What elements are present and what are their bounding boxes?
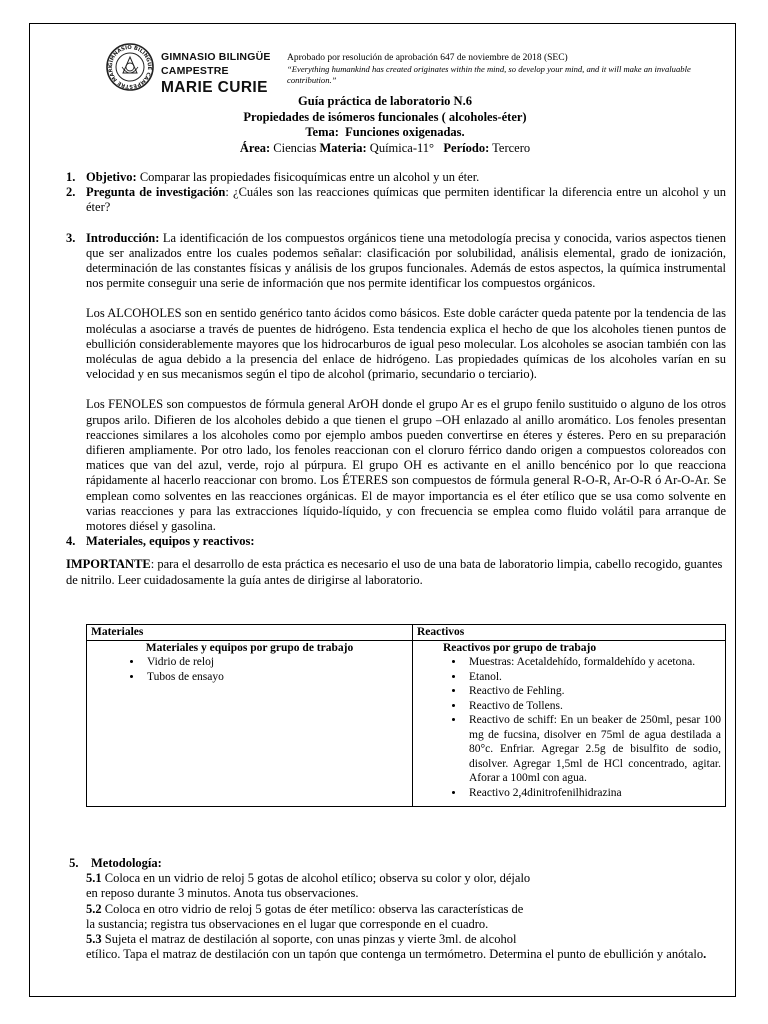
reactivos-subheader: Reactivos por grupo de trabajo: [443, 641, 597, 654]
approval-block: [287, 53, 727, 85]
guide-titles: [100, 94, 670, 156]
area-label: Área:: [239, 140, 271, 155]
step-number: 5.1: [86, 871, 102, 886]
objetivo-text: Comparar las propiedades fisicoquímicas entre un alcohol y un éter.: [139, 170, 480, 184]
materiales-subheader: Materiales y equipos por grupo de trabajo: [145, 641, 354, 654]
paragraph-fenoles-eteres: Los FENOLES son compuestos de fórmula general ArOH donde el grupo Ar es el grupo fenilo sustituido o alguno de los otros grupos arilo. Difieren de los alcoholes debido a que tienen el grupo –OH enlazado al anillo aromático. Los fenoles presentan reacciones similares a los alcoholes como por ejemplo ambos pueden convertirse en éteres y ésteres. Pero en su preparación difieren ampliamente. Por otro lado, los fenoles reaccionan con el cloruro férrico dando origen a compuestos coloreados con matices que van del azul, verde, rojo al púrpura. El grupo OH es activante en el anillo bencénico por lo que reacciona rápidamente al hacerlo reaccionar con bromo. Los ÉTERES son compuestos de fórmula general R-O-R, Ar-O-R ó Ar-O-Ar. Se emplean como solventes en las reacciones orgánicas. El de mayor importancia es el éter etílico que se usa como solvente en varias reacciones y para las extracciones líquido-líquido, y con frecuencia se emplea como fluido volátil para arranque de motores diésel y gasolina.: [86, 397, 726, 534]
approval-resolution: Aprobado por resolución de aprobación 647 de noviembre de 2018 (SEC): [287, 53, 568, 63]
list-item: • Muestras: Acetaldehído, formaldehído y acetona.: [465, 655, 721, 670]
step-5-2-text-b: la sustancia; registra tus observaciones en el lugar que corresponde en el cuadro.: [86, 916, 489, 931]
step-5-3-end: .: [703, 947, 707, 962]
step-5-1-text-b: en reposo durante 3 minutos. Anota tus observaciones.: [86, 886, 359, 901]
list-item: • Reactivo 2,4dinitrofenilhidrazina: [465, 786, 721, 801]
guide-title: Guía práctica de laboratorio N.6: [298, 94, 472, 108]
introduccion-text: La identificación de los compuestos orgánicos tiene una metodología precisa y conocida, varios aspectos tienen que ser analizados entre los cuales podemos señalar: clasificación por solubilidad, análisis elemental, grado de ionización, determinación de las constantes físicas y análisis de los grupos funcionales. Además de estos aspectos, la química instrumental nos permite conseguir una serie de información que nos permite identificar los compuestos orgánicos.: [86, 230, 727, 291]
step-number: 5.2: [86, 901, 102, 916]
materiales-label: Materiales, equipos y reactivos:: [86, 534, 255, 549]
tema-value: Funciones oxigenadas.: [345, 125, 465, 139]
school-motto-quote: “Everything humankind has created originates within the mind, so develop your mind, and it will make an invaluable contribution.”: [287, 64, 691, 85]
pregunta-text: : ¿Cuáles son las reacciones químicas que permiten identificar la diferencia entre un alcohol y un éter?: [86, 185, 726, 215]
list-item: • Vidrio de reloj: [143, 655, 408, 670]
list-item: • Reactivo de Fehling.: [465, 684, 721, 699]
section-number: 5.: [69, 856, 79, 870]
periodo-label: Período:: [443, 140, 490, 155]
school-name: [161, 50, 271, 97]
periodo-value: Tercero: [492, 140, 531, 155]
paragraph-alcoholes: Los ALCOHOLES son en sentido genérico tanto ácidos como básicos. Este doble carácter queda patente por la tendencia de las moléculas a asociarse a través de puentes de hidrógeno. Esta tendencia explica el hecho de que los alcoholes tienen puntos de ebullición considerablemente mayores que los hidrocarburos de igual peso molecular. Los alcoholes se asocian también con las moléculas de agua debido a la presencia del enlace de hidrógeno. Las propiedades químicas de los alcoholes varían en su velocidad y en sus mecanismos según el tipo de alcohol (primario, secundario o terciario).: [86, 306, 726, 382]
metodologia-label: Metodología:: [91, 856, 162, 870]
materials-table: [86, 624, 726, 807]
document-body: [66, 170, 726, 588]
step-5-3-text-a: Sujeta el matraz de destilación al soporte, con unas pinzas y vierte 3ml. de alcohol: [101, 932, 517, 947]
step-5-3-text-b: etílico. Tapa el matraz de destilación con un tapón que contenga un termómetro. Determina el punto de ebullición y anótalo: [86, 947, 704, 962]
step-5-1-text-a: Coloca en un vidrio de reloj 5 gotas de alcohol etílico; observa su color y olor, déjalo: [101, 871, 531, 886]
objetivo-label: Objetivo:: [86, 170, 137, 184]
section-pregunta: [66, 185, 726, 215]
section-objetivo: [66, 170, 726, 185]
introduccion-label: Introducción:: [86, 230, 160, 245]
reactivos-list: [417, 655, 721, 800]
list-item: • Reactivo de Tollens.: [465, 699, 721, 714]
section-number: 4.: [66, 534, 76, 549]
list-item: • Reactivo de schiff: En un beaker de 250ml, pesar 100 mg de fucsina, disolver en 75ml de agua destilada a 80°c. Enfriar. Agregar 2.5g de bisulfito de sodio, disolver. Agregar 1,5ml de HCl concentrado, agitar. Aforar a 100ml con agua.: [465, 713, 721, 786]
list-item: • Tubos de ensayo: [143, 670, 408, 685]
section-number: 2.: [66, 185, 76, 200]
school-name-line2: CAMPESTRE: [161, 65, 229, 77]
important-label: IMPORTANTE: [66, 557, 151, 572]
seal-ring-text: GIMNASIO BILINGÜE CAMPESTRE MARI: [107, 44, 153, 90]
area-value: Ciencias: [273, 140, 317, 155]
section-materiales: [66, 534, 726, 549]
important-note: [66, 557, 726, 587]
section-number: 1.: [66, 170, 76, 184]
step-number: 5.3: [86, 932, 102, 947]
guide-subject: Propiedades de isómeros funcionales ( alcoholes-éter): [243, 109, 527, 124]
list-item: • Etanol.: [465, 670, 721, 685]
school-seal-logo: [106, 43, 154, 91]
col-header-reactivos: Reactivos: [413, 625, 726, 641]
materia-label: Materia:: [319, 140, 367, 155]
important-text: : para el desarrollo de esta práctica es necesario el uso de una bata de laboratorio limpia, cabello recogido, guantes de nitrilo. Leer cuidadosamente la guía antes de dirigirse al laboratorio.: [66, 557, 723, 587]
tema-label: Tema:: [305, 125, 339, 139]
section-number: 3.: [66, 230, 76, 245]
school-name-line3: MARIE CURIE: [161, 79, 268, 96]
materia-value: Química-11°: [369, 140, 435, 155]
school-name-line1: GIMNASIO BILINGÜE: [161, 51, 271, 63]
section-metodologia: [66, 856, 726, 962]
materiales-list: [91, 655, 408, 684]
section-introduccion: [66, 231, 726, 292]
pregunta-label: Pregunta de investigación: [86, 185, 226, 200]
step-5-2-text-a: Coloca en otro vidrio de reloj 5 gotas de éter metílico: observa las características de: [101, 901, 524, 916]
col-header-materiales: Materiales: [87, 625, 413, 641]
